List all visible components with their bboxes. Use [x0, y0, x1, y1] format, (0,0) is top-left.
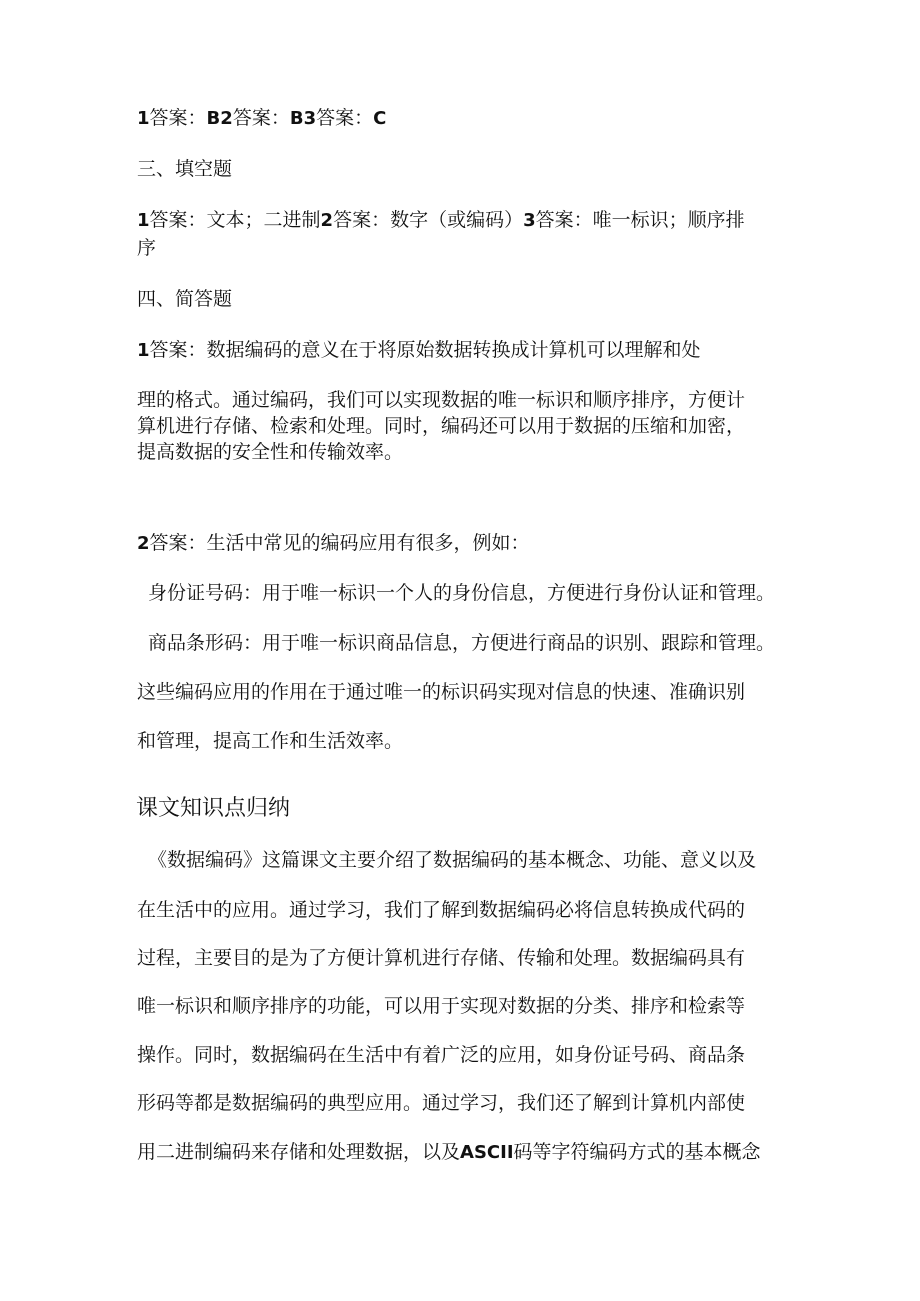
mc-answer-1-number: 1 — [137, 108, 150, 129]
fill-answer-3-text: 答案：唯一标识；顺序排 — [535, 209, 745, 231]
short-answer-2-item-2: 商品条形码：用于唯一标识商品信息，方便进行商品的识别、跟踪和管理。 — [148, 632, 776, 654]
mc-answer-1-value: B — [206, 108, 221, 129]
summary-line-1: 《数据编码》这篇课文主要介绍了数据编码的基本概念、功能、意义以及 — [148, 849, 757, 871]
short-answer-1-line-3: 算机进行存储、检索和处理。同时，编码还可以用于数据的压缩和加密， — [137, 415, 746, 437]
short-answer-1-line-1 — [137, 338, 701, 363]
fill-answer-3-wrap: 序 — [137, 237, 157, 259]
summary-line-2: 在生活中的应用。通过学习，我们了解到数据编码必将信息转换成代码的 — [137, 899, 746, 921]
mc-answer-2-value: B — [289, 108, 304, 129]
summary-line-4: 唯一标识和顺序排序的功能，可以用于实现对数据的分类、排序和检索等 — [137, 995, 746, 1017]
summary-line-7-ascii: ASCII — [460, 1142, 514, 1163]
summary-title: 课文知识点归纳 — [136, 796, 291, 821]
section-4-title: 四、简答题 — [137, 288, 233, 310]
fill-answer-3-number: 3 — [523, 210, 536, 231]
mc-answer-3-number: 3 — [303, 108, 317, 129]
short-answer-1-text: 答案：数据编码的意义在于将原始数据转换成计算机可以理解和处 — [149, 339, 701, 361]
summary-line-5: 操作。同时，数据编码在生活中有着广泛的应用，如身份证号码、商品条 — [137, 1044, 746, 1066]
short-answer-2-line-5: 这些编码应用的作用在于通过唯一的标识码实现对信息的快速、准确识别 — [137, 681, 746, 703]
summary-line-7 — [137, 1140, 761, 1165]
summary-line-6: 形码等都是数据编码的典型应用。通过学习，我们还了解到计算机内部使 — [137, 1092, 746, 1114]
fill-answers-line — [137, 208, 745, 233]
mc-answer-2-label: 答案： — [232, 107, 290, 129]
short-answer-1-line-4: 提高数据的安全性和传输效率。 — [137, 441, 404, 463]
fill-answer-1-number: 1 — [137, 210, 150, 231]
mc-answer-2-number: 2 — [220, 108, 233, 129]
mc-answer-3-label: 答案： — [316, 107, 374, 129]
fill-answer-2-number: 2 — [320, 210, 334, 231]
mc-answers-line — [137, 106, 386, 131]
short-answer-2-intro: 答案：生活中常见的编码应用有很多，例如： — [149, 532, 530, 554]
mc-answer-1-label: 答案： — [149, 107, 207, 129]
fill-answer-2-text: 答案：数字（或编码） — [333, 209, 524, 231]
short-answer-2-intro-line — [137, 531, 530, 556]
short-answer-2-item-1: 身份证号码：用于唯一标识一个人的身份信息，方便进行身份认证和管理。 — [148, 582, 776, 604]
short-answer-2-number: 2 — [137, 533, 150, 554]
summary-line-3: 过程，主要目的是为了方便计算机进行存储、传输和处理。数据编码具有 — [137, 947, 746, 969]
fill-answer-1-text: 答案：文本；二进制 — [149, 209, 321, 231]
short-answer-2-line-6: 和管理，提高工作和生活效率。 — [137, 730, 404, 752]
section-3-title: 三、填空题 — [137, 158, 233, 180]
mc-answer-3-value: C — [373, 108, 387, 129]
summary-line-7-part-a: 用二进制编码来存储和处理数据，以及 — [137, 1141, 461, 1163]
short-answer-1-line-2: 理的格式。通过编码，我们可以实现数据的唯一标识和顺序排序，方便计 — [137, 389, 746, 411]
summary-line-7-part-c: 码等字符编码方式的基本概念 — [513, 1141, 761, 1163]
short-answer-1-number: 1 — [137, 340, 150, 361]
